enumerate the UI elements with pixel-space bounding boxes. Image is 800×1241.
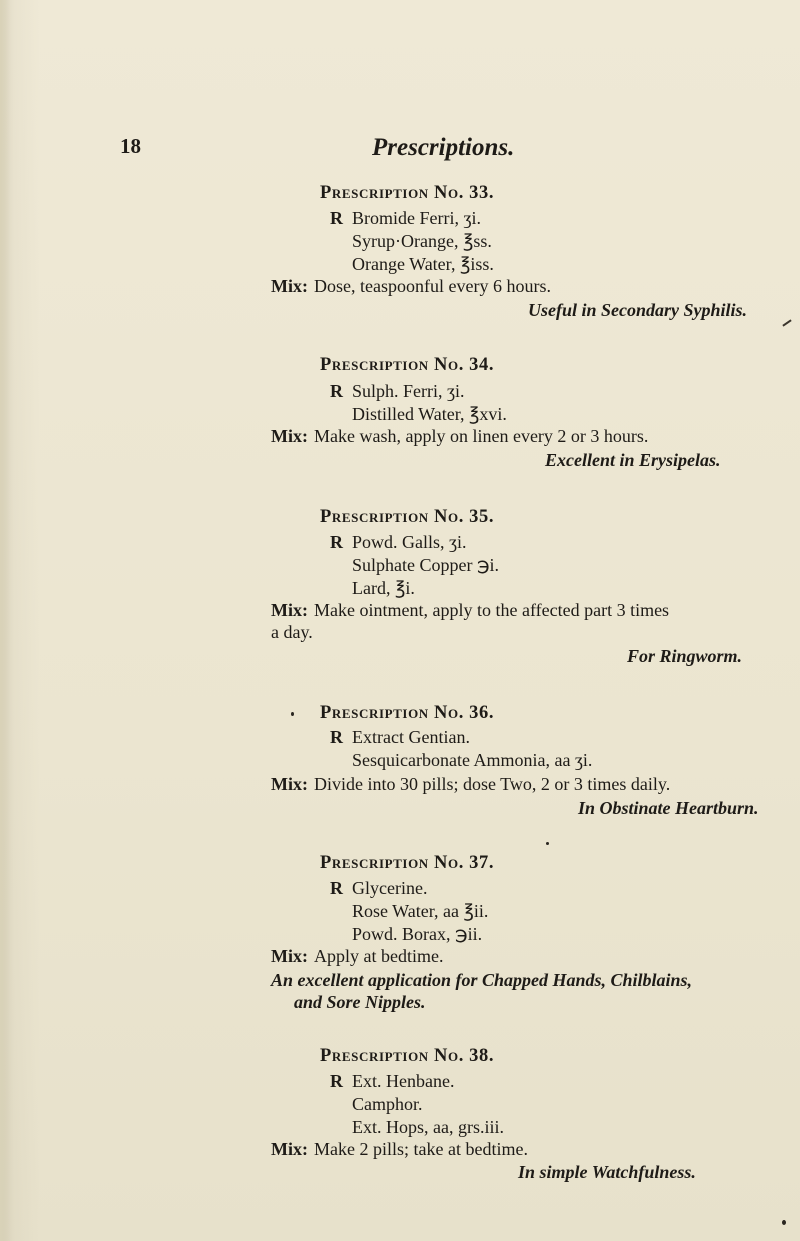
directions-continuation: a day. bbox=[271, 622, 313, 642]
directions-line: Make 2 pills; take at bedtime. bbox=[314, 1139, 528, 1159]
print-speck bbox=[291, 712, 294, 716]
page-gutter-shadow bbox=[0, 0, 10, 1241]
directions-line: Divide into 30 pills; dose Two, 2 or 3 times daily. bbox=[314, 774, 671, 794]
prescription-37-note-line-1: An excellent application for Chapped Hands, Chilblains, bbox=[271, 970, 693, 990]
directions-line: Apply at bedtime. bbox=[314, 946, 444, 966]
ingredient-line: Ext. Henbane. bbox=[352, 1071, 455, 1091]
directions-line: Make ointment, apply to the affected part 3 times bbox=[314, 600, 670, 620]
directions-line: Dose, teaspoonful every 6 hours. bbox=[314, 276, 551, 296]
prescription-36-heading: Prescription No. 36. bbox=[320, 703, 495, 723]
mix-label: Mix: bbox=[271, 600, 308, 620]
page-number: 18 bbox=[120, 134, 141, 158]
ingredient-line: Ext. Hops, aa, grs.iii. bbox=[352, 1117, 504, 1137]
prescription-38-heading: Prescription No. 38. bbox=[320, 1046, 495, 1066]
ingredient-line: Camphor. bbox=[352, 1094, 423, 1114]
prescription-35-note: For Ringworm. bbox=[627, 646, 743, 666]
mix-label: Mix: bbox=[271, 774, 308, 794]
prescription-37-note-line-2: and Sore Nipples. bbox=[294, 992, 426, 1012]
prescription-36-note: In Obstinate Heartburn. bbox=[578, 798, 759, 818]
mix-label: Mix: bbox=[271, 276, 308, 296]
prescription-35-heading: Prescription No. 35. bbox=[320, 507, 495, 527]
mix-label: Mix: bbox=[271, 1139, 308, 1159]
ingredient-line: Extract Gentian. bbox=[352, 727, 470, 747]
mix-label: Mix: bbox=[271, 946, 308, 966]
prescription-33-heading: Prescription No. 33. bbox=[320, 183, 495, 203]
recipe-symbol: R bbox=[330, 381, 343, 401]
ingredient-line: Lard, ℥i. bbox=[352, 578, 415, 598]
ingredient-line: Powd. Borax, ℈ii. bbox=[352, 924, 483, 944]
mix-label: Mix: bbox=[271, 426, 308, 446]
ingredient-line: Syrup·Orange, ℥ss. bbox=[352, 231, 492, 251]
recipe-symbol: R bbox=[330, 1071, 343, 1091]
print-speck bbox=[546, 842, 549, 845]
prescription-34-note: Excellent in Erysipelas. bbox=[545, 450, 721, 470]
ingredient-line: Sesquicarbonate Ammonia, aa ʒi. bbox=[352, 750, 593, 770]
ingredient-line: Orange Water, ℥iss. bbox=[352, 254, 494, 274]
recipe-symbol: R bbox=[330, 727, 343, 747]
print-speck bbox=[782, 1220, 786, 1225]
pencil-mark bbox=[782, 319, 791, 326]
directions-line: Make wash, apply on linen every 2 or 3 hours. bbox=[314, 426, 649, 446]
ingredient-line: Bromide Ferri, ʒi. bbox=[352, 208, 481, 228]
ingredient-line: Rose Water, aa ℥ii. bbox=[352, 901, 489, 921]
ingredient-line: Sulph. Ferri, ʒi. bbox=[352, 381, 465, 401]
recipe-symbol: R bbox=[330, 532, 343, 552]
ingredient-line: Powd. Galls, ʒi. bbox=[352, 532, 467, 552]
recipe-symbol: R bbox=[330, 878, 343, 898]
prescription-33-note: Useful in Secondary Syphilis. bbox=[528, 300, 748, 320]
ingredient-line: Sulphate Copper ℈i. bbox=[352, 555, 500, 575]
prescription-37-heading: Prescription No. 37. bbox=[320, 853, 495, 873]
recipe-symbol: R bbox=[330, 208, 343, 228]
ingredient-line: Glycerine. bbox=[352, 878, 428, 898]
prescription-34-heading: Prescription No. 34. bbox=[320, 355, 495, 375]
running-title: Prescriptions. bbox=[372, 134, 515, 161]
ingredient-line: Distilled Water, ℥xvi. bbox=[352, 404, 507, 424]
prescription-38-note: In simple Watchfulness. bbox=[518, 1162, 696, 1182]
